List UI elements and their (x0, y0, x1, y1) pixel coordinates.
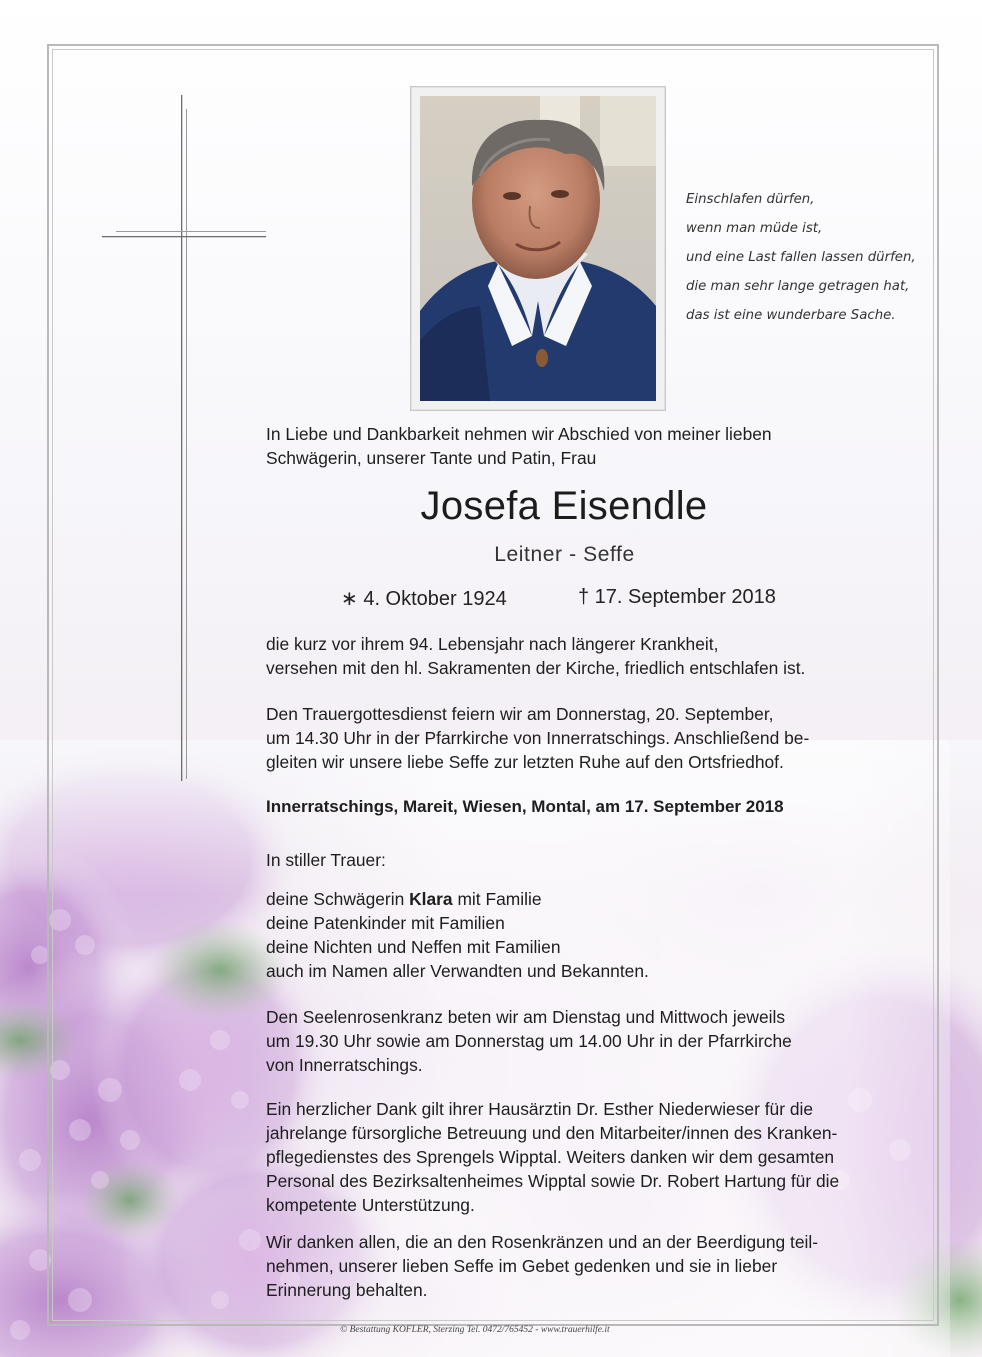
poem-line: die man sehr lange getragen hat, (686, 279, 910, 294)
passing-line: die kurz vor ihrem 94. Lebensjahr nach längerer Krankheit, (266, 634, 719, 654)
portrait-frame (410, 86, 666, 411)
intro-line: In Liebe und Dankbarkeit nehmen wir Abschied von meiner lieben (266, 424, 772, 444)
thanks-line: Ein herzlicher Dank gilt ihrer Hausärztin Dr. Esther Niederwieser für die (266, 1099, 814, 1119)
closing-line: Erinnerung behalten. (266, 1280, 428, 1300)
thanks-line: kompetente Unterstützung. (266, 1195, 475, 1215)
thanks-line: jahrelange fürsorgliche Betreuung und den Mitarbeiter/innen des Kranken- (266, 1123, 838, 1143)
poem-line: Einschlafen dürfen, (686, 192, 815, 207)
rosary-line: Den Seelenrosenkranz beten wir am Dienstag und Mittwoch jeweils (266, 1007, 786, 1027)
service-line: Den Trauergottesdienst feiern wir am Donnerstag, 20. September, (266, 704, 774, 724)
death-date: † 17. September 2018 (578, 586, 776, 608)
closing-line: Wir danken allen, die an den Rosenkränzen und an der Beerdigung teil- (266, 1232, 819, 1252)
poem-line: und eine Last fallen lassen dürfen, (686, 250, 916, 265)
mourner-name: Klara (409, 889, 453, 909)
poem-line: das ist eine wunderbare Sache. (686, 308, 896, 323)
deceased-nickname: Leitner - Seffe (494, 543, 635, 566)
portrait-photo (420, 96, 656, 401)
rosary-line: um 19.30 Uhr sowie am Donnerstag um 14.00 Uhr in der Pfarrkirche (266, 1031, 792, 1051)
intro-line: Schwägerin, unserer Tante und Patin, Frau (266, 448, 597, 468)
mourner-suffix: mit Familie (452, 889, 542, 909)
poem-line: wenn man müde ist, (686, 221, 823, 236)
thanks-line: Personal des Bezirksaltenheimes Wipptal sowie Dr. Robert Hartung für die (266, 1171, 840, 1191)
service-line: um 14.30 Uhr in der Pfarrkirche von Innerratschings. Anschließend be- (266, 728, 810, 748)
rosary-line: von Innerratschings. (266, 1055, 423, 1075)
mourner-line: auch im Namen aller Verwandten und Bekannten. (266, 961, 649, 981)
mourner-prefix: deine Schwägerin (266, 889, 410, 909)
passing-line: versehen mit den hl. Sakramenten der Kirche, friedlich entschlafen ist. (266, 658, 806, 678)
thanks-line: pflegedienstes des Sprengels Wipptal. Weiters danken wir dem gesamten (266, 1147, 835, 1167)
service-line: gleiten wir unsere liebe Seffe zur letzten Ruhe auf den Ortsfriedhof. (266, 752, 784, 772)
mourner-line (266, 887, 542, 912)
mourner-line: deine Patenkinder mit Familien (266, 913, 505, 933)
closing-line: nehmen, unserer lieben Seffe im Gebet gedenken und sie in lieber (266, 1256, 778, 1276)
place-and-date: Innerratschings, Mareit, Wiesen, Montal, am 17. September 2018 (266, 797, 784, 816)
footer-credit: © Bestattung KOFLER, Sterzing Tel. 0472/765452 - www.trauerhilfe.it (340, 1325, 610, 1335)
birth-date: ∗ 4. Oktober 1924 (341, 588, 507, 610)
mourners-heading: In stiller Trauer: (266, 850, 386, 870)
poem (686, 185, 946, 330)
mourner-line: deine Nichten und Neffen mit Familien (266, 937, 561, 957)
deceased-name: Josefa Eisendle (420, 484, 708, 528)
cross-icon (102, 95, 268, 781)
